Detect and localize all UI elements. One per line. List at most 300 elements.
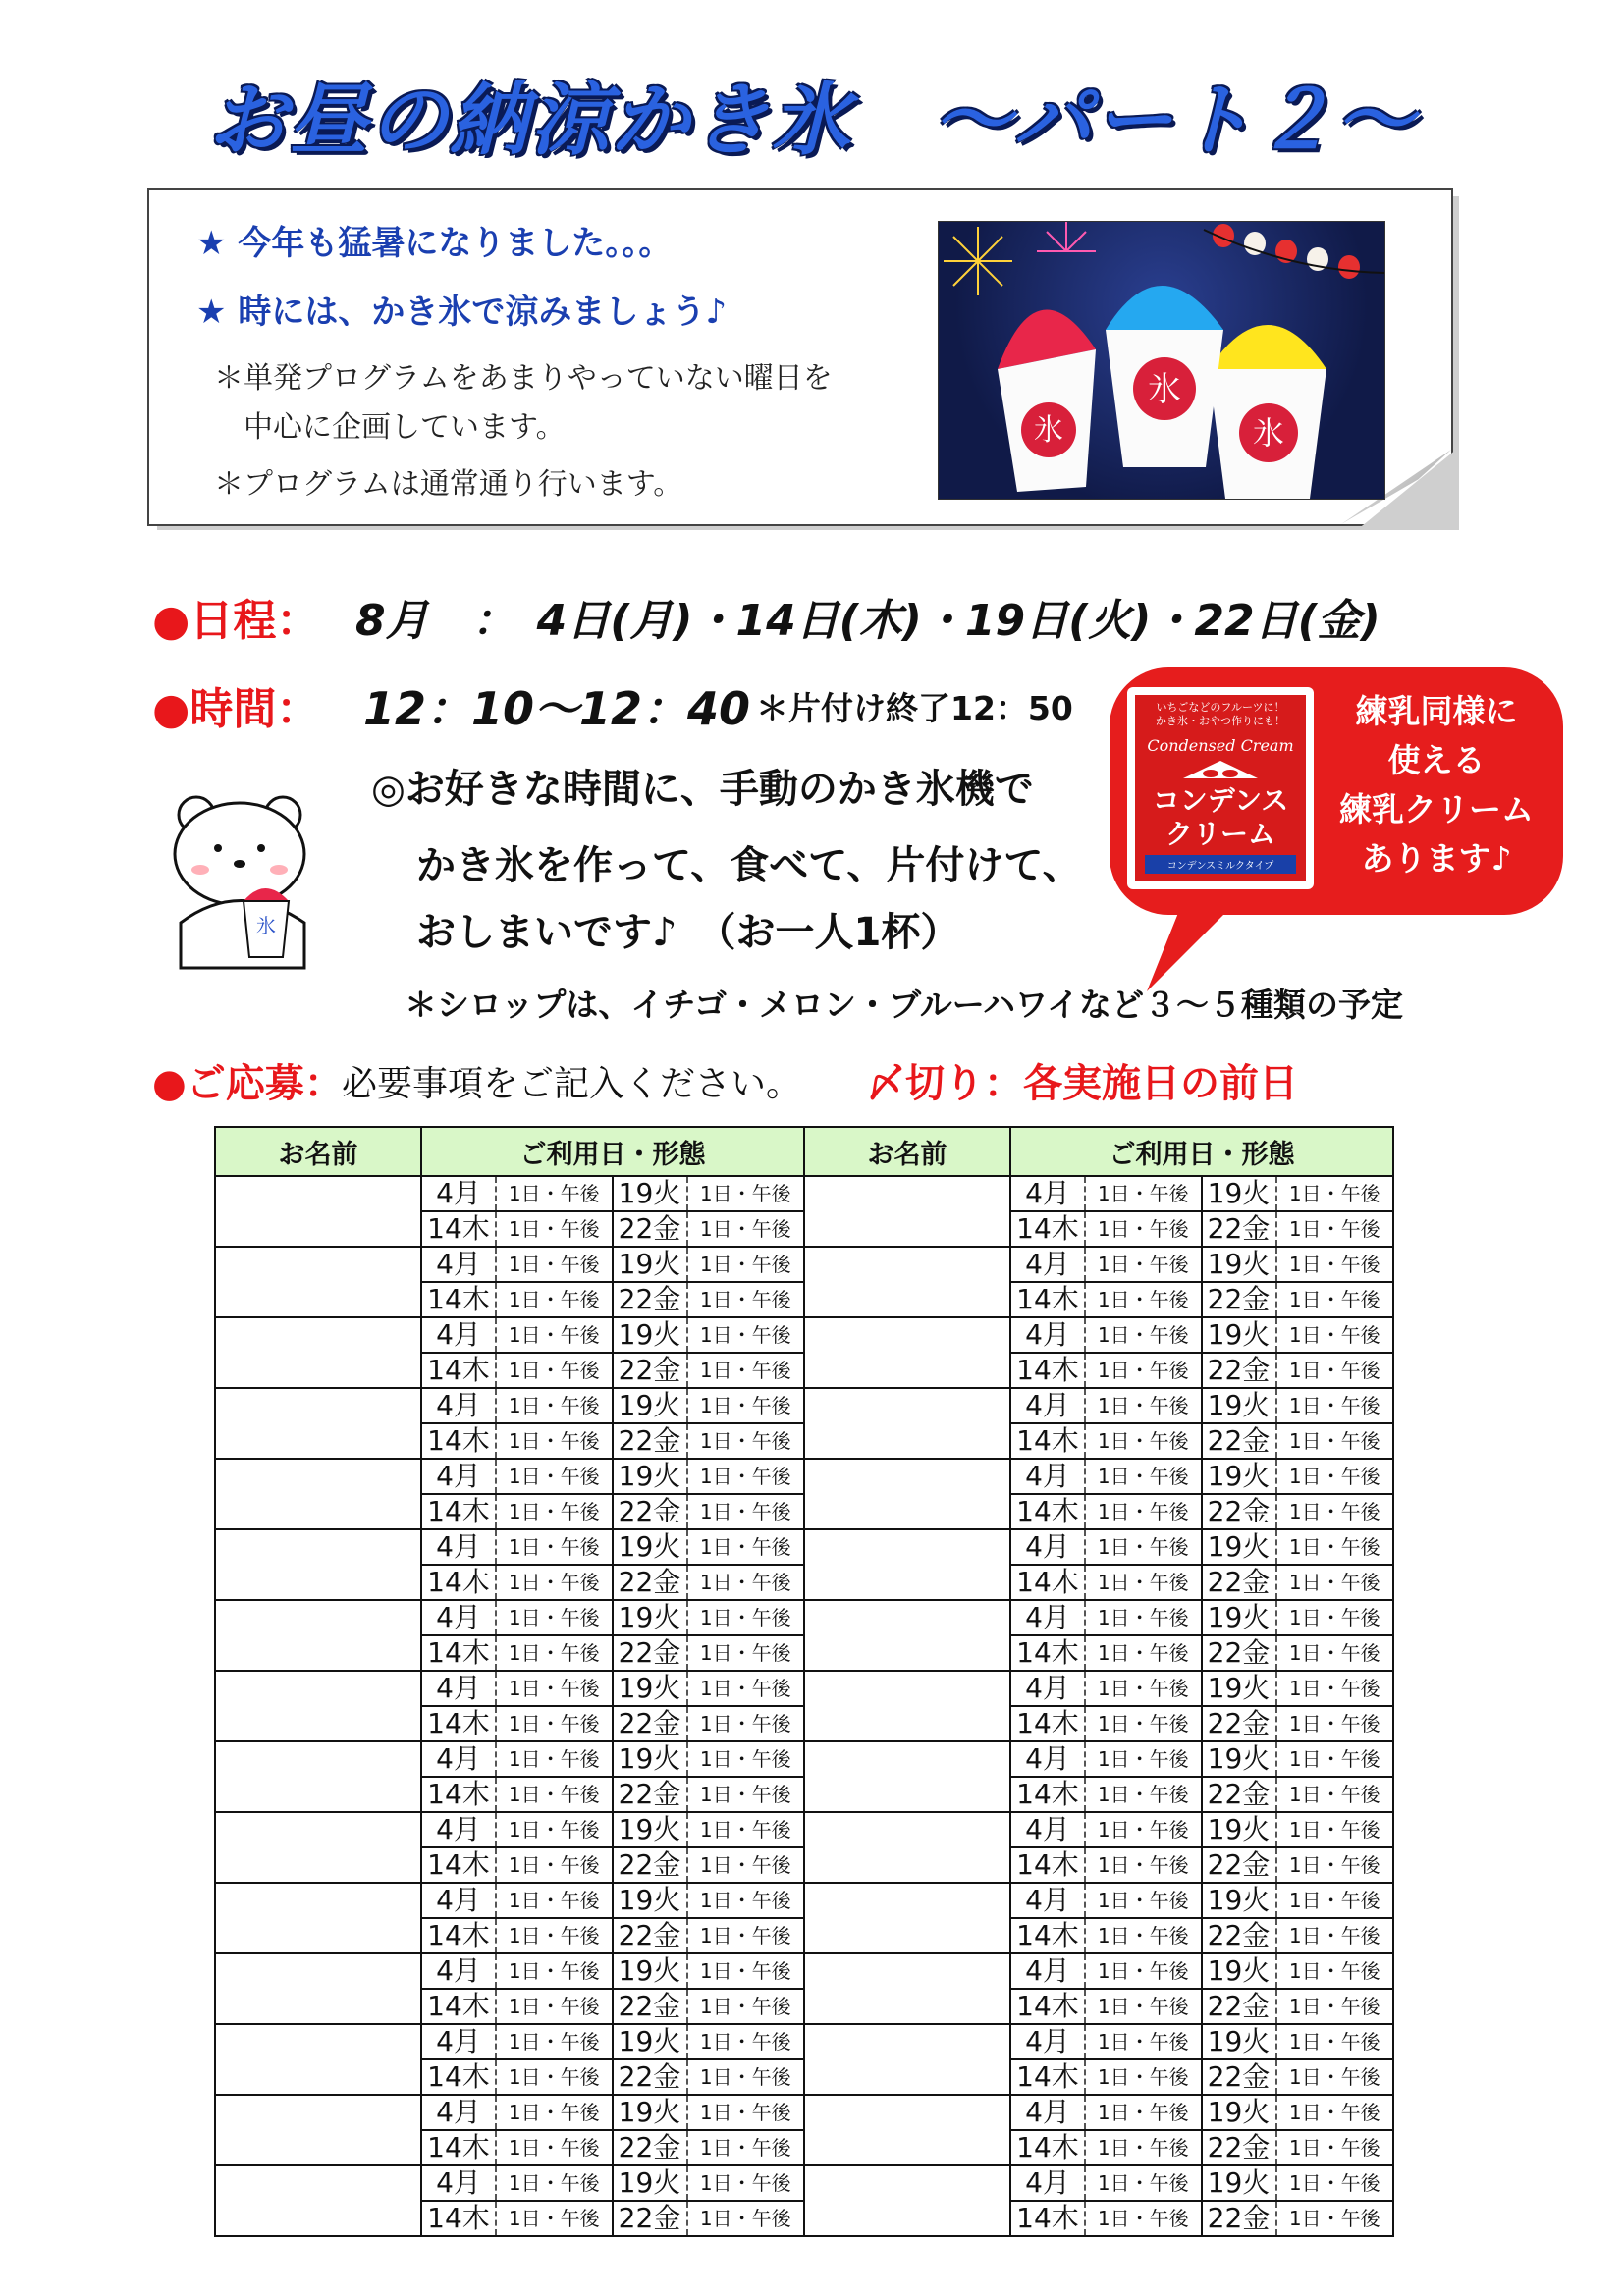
option-cell[interactable]: 1日・午後 (1097, 1677, 1189, 1700)
day-19-cell[interactable]: 19火 (1202, 1954, 1276, 1989)
name-field[interactable] (804, 1741, 1010, 1812)
option-cell[interactable]: 1日・午後 (1097, 1465, 1189, 1488)
name-field[interactable] (804, 1176, 1010, 1247)
option-cell[interactable]: 1日・午後 (699, 1677, 791, 1700)
option-cell[interactable]: 1日・午後 (1276, 1847, 1393, 1882)
table-row (215, 1671, 1393, 1741)
deadline: 〆切り：各実施日の前日 (866, 1061, 1298, 1106)
day-19-cell[interactable]: 19火 (613, 2025, 687, 2059)
option-cell[interactable]: 1日・午後 (1085, 1777, 1202, 1811)
milk-name-2: クリーム (1164, 818, 1275, 850)
day-22-cell[interactable]: 22金 (1202, 1353, 1276, 1387)
option-cell[interactable]: 1日・午後 (1276, 1211, 1393, 1246)
option-cell[interactable]: 1日・午後 (1085, 1989, 1202, 2023)
day-22-cell[interactable]: 22金 (613, 2201, 687, 2235)
option-cell[interactable]: 1日・午後 (687, 1211, 804, 1246)
day-22-cell[interactable]: 22金 (613, 1494, 687, 1528)
option-cell[interactable]: 1日・午後 (1097, 2171, 1189, 2195)
option-cell[interactable]: 1日・午後 (1276, 1565, 1393, 1599)
option-cell[interactable]: 1日・午後 (508, 1465, 600, 1488)
option-cell[interactable]: 1日・午後 (1097, 1959, 1189, 1983)
option-cell[interactable]: 1日・午後 (508, 1747, 600, 1771)
day-4-cell[interactable]: 4月 (422, 1954, 496, 1989)
day-22-cell[interactable]: 22金 (1202, 1211, 1276, 1246)
day-14-cell[interactable]: 14木 (422, 1635, 496, 1670)
day-14-cell[interactable]: 14木 (422, 1211, 496, 1246)
day-19-cell[interactable]: 19火 (613, 1672, 687, 1706)
day-14-cell[interactable]: 14木 (1011, 1989, 1085, 2023)
intro-note-1a: ＊単発プログラムをあまりやっていない曜日を (214, 361, 833, 396)
name-field[interactable] (215, 1953, 421, 2024)
day-22-cell[interactable]: 22金 (613, 1423, 687, 1458)
option-cell[interactable]: 1日・午後 (508, 1606, 600, 1629)
day-14-cell[interactable]: 14木 (422, 1706, 496, 1740)
day-19-cell[interactable]: 19火 (1202, 1248, 1276, 1282)
day-22-cell[interactable]: 22金 (613, 1353, 687, 1387)
option-cell[interactable]: 1日・午後 (1288, 1606, 1380, 1629)
day-14-cell[interactable]: 14木 (1011, 1706, 1085, 1740)
option-cell[interactable]: 1日・午後 (1085, 1565, 1202, 1599)
day-4-cell[interactable]: 4月 (422, 1601, 496, 1635)
table-row (215, 1953, 1393, 2024)
option-cell[interactable]: 1日・午後 (1097, 1182, 1189, 1205)
option-cell[interactable]: 1日・午後 (1276, 1706, 1393, 1740)
day-19-cell[interactable]: 19火 (613, 1318, 687, 1353)
day-22-cell[interactable]: 22金 (613, 1282, 687, 1316)
day-19-cell[interactable]: 19火 (613, 1248, 687, 1282)
day-22-cell[interactable]: 22金 (1202, 2059, 1276, 2094)
day-14-cell[interactable]: 14木 (1011, 1494, 1085, 1528)
option-cell[interactable]: 1日・午後 (687, 1423, 804, 1458)
intro-note-1b: 中心に企画しています。 (244, 410, 566, 445)
option-cell[interactable]: 1日・午後 (1097, 1889, 1189, 1912)
intro-star-2: ★ 時には、かき氷で涼みましょう♪ (196, 293, 728, 332)
name-field[interactable] (804, 1600, 1010, 1671)
option-cell[interactable]: 1日・午後 (687, 1565, 804, 1599)
option-cell[interactable]: 1日・午後 (699, 1465, 791, 1488)
option-cell[interactable]: 1日・午後 (699, 1818, 791, 1842)
day-4-cell[interactable]: 4月 (422, 2025, 496, 2059)
day-19-cell[interactable]: 19火 (1202, 2025, 1276, 2059)
day-14-cell[interactable]: 14木 (422, 1282, 496, 1316)
name-field[interactable] (804, 1317, 1010, 1388)
option-cell[interactable]: 1日・午後 (1288, 1677, 1380, 1700)
day-14-cell[interactable]: 14木 (422, 2059, 496, 2094)
option-cell[interactable]: 1日・午後 (1276, 1494, 1393, 1528)
option-cell[interactable]: 1日・午後 (496, 1282, 613, 1316)
day-4-cell[interactable]: 4月 (422, 1177, 496, 1211)
option-cell[interactable]: 1日・午後 (508, 1182, 600, 1205)
name-field[interactable] (215, 1317, 421, 1388)
name-field[interactable] (215, 1671, 421, 1741)
day-4-cell[interactable]: 4月 (422, 1672, 496, 1706)
option-cell[interactable]: 1日・午後 (687, 1706, 804, 1740)
option-cell[interactable]: 1日・午後 (699, 1323, 791, 1347)
option-cell[interactable]: 1日・午後 (1097, 1535, 1189, 1559)
day-4-cell[interactable]: 4月 (1011, 1389, 1085, 1423)
table-row (215, 1812, 1393, 1883)
name-field[interactable] (804, 1953, 1010, 2024)
option-cell[interactable]: 1日・午後 (508, 2030, 600, 2054)
name-field[interactable] (804, 1459, 1010, 1529)
option-cell[interactable]: 1日・午後 (496, 1423, 613, 1458)
day-14-cell[interactable]: 14木 (1011, 1635, 1085, 1670)
application-form-table (214, 1126, 1394, 2237)
date-selection (1010, 2095, 1393, 2165)
day-14-cell[interactable]: 14木 (422, 1989, 496, 2023)
option-cell[interactable]: 1日・午後 (1276, 1635, 1393, 1670)
day-4-cell[interactable]: 4月 (1011, 1954, 1085, 1989)
option-cell[interactable]: 1日・午後 (699, 2171, 791, 2195)
option-cell[interactable]: 1日・午後 (687, 1635, 804, 1670)
option-cell[interactable]: 1日・午後 (687, 1918, 804, 1952)
day-4-cell[interactable]: 4月 (1011, 1742, 1085, 1777)
option-cell[interactable]: 1日・午後 (1085, 1423, 1202, 1458)
day-22-cell[interactable]: 22金 (613, 1635, 687, 1670)
schedule-value: 8月 ： 4日(月)・14日(木)・19日(火)・22日(金) (355, 596, 1380, 646)
day-19-cell[interactable]: 19火 (613, 1530, 687, 1565)
option-cell[interactable]: 1日・午後 (687, 1989, 804, 2023)
option-cell[interactable]: 1日・午後 (496, 1494, 613, 1528)
name-field[interactable] (804, 1529, 1010, 1600)
day-22-cell[interactable]: 22金 (613, 1565, 687, 1599)
option-cell[interactable]: 1日・午後 (1288, 1182, 1380, 1205)
header-dates-1: ご利用日・形態 (421, 1127, 804, 1176)
option-cell[interactable]: 1日・午後 (1085, 2130, 1202, 2164)
photo-cup-label-2: 氷 (1148, 370, 1181, 409)
option-cell[interactable]: 1日・午後 (496, 2130, 613, 2164)
name-field[interactable] (215, 1388, 421, 1459)
option-cell[interactable]: 1日・午後 (699, 1182, 791, 1205)
option-cell[interactable]: 1日・午後 (699, 1535, 791, 1559)
option-cell[interactable]: 1日・午後 (496, 1211, 613, 1246)
day-19-cell[interactable]: 19火 (613, 1460, 687, 1494)
option-cell[interactable]: 1日・午後 (1085, 1282, 1202, 1316)
option-cell[interactable]: 1日・午後 (1276, 1282, 1393, 1316)
option-cell[interactable]: 1日・午後 (508, 2171, 600, 2195)
option-cell[interactable]: 1日・午後 (496, 1565, 613, 1599)
day-19-cell[interactable]: 19火 (1202, 1672, 1276, 1706)
option-cell[interactable]: 1日・午後 (496, 1989, 613, 2023)
option-cell[interactable]: 1日・午後 (496, 2201, 613, 2235)
option-cell[interactable]: 1日・午後 (496, 1847, 613, 1882)
option-cell[interactable]: 1日・午後 (1288, 1465, 1380, 1488)
option-cell[interactable]: 1日・午後 (1097, 1818, 1189, 1842)
day-14-cell[interactable]: 14木 (1011, 1353, 1085, 1387)
day-19-cell[interactable]: 19火 (1202, 1813, 1276, 1847)
day-22-cell[interactable]: 22金 (1202, 2130, 1276, 2164)
day-22-cell[interactable]: 22金 (1202, 1918, 1276, 1952)
day-19-cell[interactable]: 19火 (1202, 1601, 1276, 1635)
date-selection (1010, 2165, 1393, 2236)
day-14-cell[interactable]: 14木 (1011, 2201, 1085, 2235)
day-14-cell[interactable]: 14木 (422, 2130, 496, 2164)
option-cell[interactable]: 1日・午後 (1276, 1918, 1393, 1952)
day-14-cell[interactable]: 14木 (1011, 2059, 1085, 2094)
day-14-cell[interactable]: 14木 (422, 1918, 496, 1952)
day-22-cell[interactable]: 22金 (1202, 1706, 1276, 1740)
option-cell[interactable]: 1日・午後 (699, 1747, 791, 1771)
day-22-cell[interactable]: 22金 (1202, 1635, 1276, 1670)
name-field[interactable] (804, 2095, 1010, 2165)
date-selection (1010, 1529, 1393, 1600)
day-19-cell[interactable]: 19火 (1202, 1318, 1276, 1353)
day-4-cell[interactable]: 4月 (1011, 1177, 1085, 1211)
option-cell[interactable]: 1日・午後 (508, 1394, 600, 1417)
option-cell[interactable]: 1日・午後 (1085, 2201, 1202, 2235)
date-selection (1010, 1671, 1393, 1741)
day-14-cell[interactable]: 14木 (422, 2201, 496, 2235)
day-19-cell[interactable]: 19火 (613, 1601, 687, 1635)
name-field[interactable] (215, 1529, 421, 1600)
day-22-cell[interactable]: 22金 (1202, 1423, 1276, 1458)
option-cell[interactable]: 1日・午後 (508, 1818, 600, 1842)
day-19-cell[interactable]: 19火 (1202, 1884, 1276, 1918)
day-4-cell[interactable]: 4月 (422, 1813, 496, 1847)
option-cell[interactable]: 1日・午後 (1085, 1353, 1202, 1387)
day-22-cell[interactable]: 22金 (1202, 1494, 1276, 1528)
date-selection (421, 1529, 804, 1600)
day-19-cell[interactable]: 19火 (1202, 2166, 1276, 2201)
day-4-cell[interactable]: 4月 (422, 1460, 496, 1494)
day-4-cell[interactable]: 4月 (1011, 1672, 1085, 1706)
day-4-cell[interactable]: 4月 (422, 2096, 496, 2130)
date-selection (1010, 1600, 1393, 1671)
day-14-cell[interactable]: 14木 (1011, 1211, 1085, 1246)
day-22-cell[interactable]: 22金 (613, 1706, 687, 1740)
name-field[interactable] (215, 1176, 421, 1247)
option-cell[interactable]: 1日・午後 (496, 1706, 613, 1740)
name-field[interactable] (804, 2165, 1010, 2236)
day-4-cell[interactable]: 4月 (422, 1248, 496, 1282)
name-field[interactable] (215, 2024, 421, 2095)
day-4-cell[interactable]: 4月 (1011, 1318, 1085, 1353)
option-cell[interactable]: 1日・午後 (699, 1253, 791, 1276)
option-cell[interactable]: 1日・午後 (699, 1889, 791, 1912)
option-cell[interactable]: 1日・午後 (496, 1777, 613, 1811)
option-cell[interactable]: 1日・午後 (1276, 1777, 1393, 1811)
day-14-cell[interactable]: 14木 (422, 1565, 496, 1599)
option-cell[interactable]: 1日・午後 (687, 2059, 804, 2094)
option-cell[interactable]: 1日・午後 (687, 1777, 804, 1811)
day-19-cell[interactable]: 19火 (613, 1389, 687, 1423)
name-field[interactable] (215, 1247, 421, 1317)
bubble-line-3: 練乳クリーム (1339, 790, 1534, 828)
lanterns-icon (1204, 224, 1384, 279)
day-19-cell[interactable]: 19火 (613, 1742, 687, 1777)
option-cell[interactable]: 1日・午後 (508, 2101, 600, 2124)
day-14-cell[interactable]: 14木 (1011, 1565, 1085, 1599)
day-14-cell[interactable]: 14木 (422, 1777, 496, 1811)
day-22-cell[interactable]: 22金 (613, 1777, 687, 1811)
day-22-cell[interactable]: 22金 (613, 1989, 687, 2023)
day-22-cell[interactable]: 22金 (1202, 1282, 1276, 1316)
name-field[interactable] (215, 2165, 421, 2236)
day-14-cell[interactable]: 14木 (1011, 1918, 1085, 1952)
day-22-cell[interactable]: 22金 (1202, 1777, 1276, 1811)
date-selection (421, 1671, 804, 1741)
name-field[interactable] (215, 1459, 421, 1529)
option-cell[interactable]: 1日・午後 (1097, 1606, 1189, 1629)
option-cell[interactable]: 1日・午後 (1097, 1323, 1189, 1347)
option-cell[interactable]: 1日・午後 (699, 2030, 791, 2054)
day-14-cell[interactable]: 14木 (422, 1847, 496, 1882)
option-cell[interactable]: 1日・午後 (1288, 1394, 1380, 1417)
day-19-cell[interactable]: 19火 (1202, 2096, 1276, 2130)
option-cell[interactable]: 1日・午後 (687, 2201, 804, 2235)
option-cell[interactable]: 1日・午後 (1085, 1706, 1202, 1740)
day-19-cell[interactable]: 19火 (1202, 1530, 1276, 1565)
name-field[interactable] (215, 2095, 421, 2165)
day-22-cell[interactable]: 22金 (1202, 2201, 1276, 2235)
milk-tagline-2: かき氷・おやつ作りにも！ (1156, 715, 1285, 727)
date-selection (1010, 1953, 1393, 2024)
option-cell[interactable]: 1日・午後 (1288, 1535, 1380, 1559)
option-cell[interactable]: 1日・午後 (687, 2130, 804, 2164)
option-cell[interactable]: 1日・午後 (1097, 2101, 1189, 2124)
name-field[interactable] (215, 1741, 421, 1812)
day-22-cell[interactable]: 22金 (613, 1211, 687, 1246)
option-cell[interactable]: 1日・午後 (1288, 1747, 1380, 1771)
day-19-cell[interactable]: 19火 (1202, 1742, 1276, 1777)
option-cell[interactable]: 1日・午後 (1097, 2030, 1189, 2054)
option-cell[interactable]: 1日・午後 (1288, 1818, 1380, 1842)
table-row (215, 1529, 1393, 1600)
option-cell[interactable]: 1日・午後 (1276, 2130, 1393, 2164)
day-14-cell[interactable]: 14木 (1011, 1282, 1085, 1316)
day-19-cell[interactable]: 19火 (1202, 1460, 1276, 1494)
option-cell[interactable]: 1日・午後 (1097, 1394, 1189, 1417)
day-4-cell[interactable]: 4月 (1011, 1884, 1085, 1918)
day-22-cell[interactable]: 22金 (1202, 1847, 1276, 1882)
option-cell[interactable]: 1日・午後 (1288, 1253, 1380, 1276)
option-cell[interactable]: 1日・午後 (496, 1635, 613, 1670)
day-4-cell[interactable]: 4月 (422, 1884, 496, 1918)
day-19-cell[interactable]: 19火 (613, 1884, 687, 1918)
option-cell[interactable]: 1日・午後 (496, 2059, 613, 2094)
name-field[interactable] (804, 1388, 1010, 1459)
name-field[interactable] (215, 1600, 421, 1671)
name-field[interactable] (804, 1671, 1010, 1741)
day-19-cell[interactable]: 19火 (613, 2166, 687, 2201)
day-14-cell[interactable]: 14木 (1011, 1423, 1085, 1458)
option-cell[interactable]: 1日・午後 (508, 1889, 600, 1912)
name-field[interactable] (804, 1883, 1010, 1953)
option-cell[interactable]: 1日・午後 (1097, 1253, 1189, 1276)
date-selection (1010, 1741, 1393, 1812)
option-cell[interactable]: 1日・午後 (687, 1847, 804, 1882)
day-19-cell[interactable]: 19火 (1202, 1389, 1276, 1423)
option-cell[interactable]: 1日・午後 (1276, 1423, 1393, 1458)
page-title: お昼の納涼かき氷 ～パート２～ (208, 75, 1416, 166)
day-4-cell[interactable]: 4月 (422, 1389, 496, 1423)
day-4-cell[interactable]: 4月 (1011, 2096, 1085, 2130)
option-cell[interactable]: 1日・午後 (687, 1353, 804, 1387)
day-22-cell[interactable]: 22金 (613, 2130, 687, 2164)
day-22-cell[interactable]: 22金 (613, 2059, 687, 2094)
table-row (215, 1388, 1393, 1459)
day-14-cell[interactable]: 14木 (1011, 1777, 1085, 1811)
option-cell[interactable]: 1日・午後 (508, 1535, 600, 1559)
name-field[interactable] (804, 2024, 1010, 2095)
day-4-cell[interactable]: 4月 (1011, 1460, 1085, 1494)
day-4-cell[interactable]: 4月 (1011, 1813, 1085, 1847)
option-cell[interactable]: 1日・午後 (508, 1253, 600, 1276)
option-cell[interactable]: 1日・午後 (1085, 1211, 1202, 1246)
option-cell[interactable]: 1日・午後 (1276, 2201, 1393, 2235)
day-14-cell[interactable]: 14木 (422, 1423, 496, 1458)
day-14-cell[interactable]: 14木 (1011, 2130, 1085, 2164)
day-4-cell[interactable]: 4月 (1011, 1601, 1085, 1635)
day-4-cell[interactable]: 4月 (1011, 1530, 1085, 1565)
date-selection (1010, 1812, 1393, 1883)
day-4-cell[interactable]: 4月 (422, 1318, 496, 1353)
option-cell[interactable]: 1日・午後 (508, 1959, 600, 1983)
option-cell[interactable]: 1日・午後 (699, 1394, 791, 1417)
option-cell[interactable]: 1日・午後 (699, 1606, 791, 1629)
option-cell[interactable]: 1日・午後 (1288, 1889, 1380, 1912)
option-cell[interactable]: 1日・午後 (687, 1282, 804, 1316)
day-4-cell[interactable]: 4月 (422, 2166, 496, 2201)
day-4-cell[interactable]: 4月 (1011, 2166, 1085, 2201)
option-cell[interactable]: 1日・午後 (496, 1918, 613, 1952)
option-cell[interactable]: 1日・午後 (508, 1323, 600, 1347)
name-field[interactable] (804, 1247, 1010, 1317)
day-19-cell[interactable]: 19火 (613, 1177, 687, 1211)
option-cell[interactable]: 1日・午後 (1085, 1847, 1202, 1882)
day-4-cell[interactable]: 4月 (422, 1742, 496, 1777)
day-4-cell[interactable]: 4月 (1011, 1248, 1085, 1282)
option-cell[interactable]: 1日・午後 (1288, 2101, 1380, 2124)
day-4-cell[interactable]: 4月 (1011, 2025, 1085, 2059)
day-22-cell[interactable]: 22金 (1202, 1989, 1276, 2023)
option-cell[interactable]: 1日・午後 (699, 1959, 791, 1983)
option-cell[interactable]: 1日・午後 (1276, 1989, 1393, 2023)
day-19-cell[interactable]: 19火 (613, 1954, 687, 1989)
name-field[interactable] (804, 1812, 1010, 1883)
table-row (215, 1600, 1393, 1671)
name-field[interactable] (215, 1883, 421, 1953)
day-19-cell[interactable]: 19火 (613, 1813, 687, 1847)
option-cell[interactable]: 1日・午後 (1085, 1635, 1202, 1670)
option-cell[interactable]: 1日・午後 (1276, 1353, 1393, 1387)
day-4-cell[interactable]: 4月 (422, 1530, 496, 1565)
day-14-cell[interactable]: 14木 (422, 1353, 496, 1387)
option-cell[interactable]: 1日・午後 (699, 2101, 791, 2124)
day-14-cell[interactable]: 14木 (1011, 1847, 1085, 1882)
name-field[interactable] (215, 1812, 421, 1883)
option-cell[interactable]: 1日・午後 (1288, 1323, 1380, 1347)
option-cell[interactable]: 1日・午後 (496, 1353, 613, 1387)
option-cell[interactable]: 1日・午後 (508, 1677, 600, 1700)
day-14-cell[interactable]: 14木 (422, 1494, 496, 1528)
day-19-cell[interactable]: 19火 (1202, 1177, 1276, 1211)
option-cell[interactable]: 1日・午後 (687, 1494, 804, 1528)
option-cell[interactable]: 1日・午後 (1288, 2030, 1380, 2054)
day-22-cell[interactable]: 22金 (1202, 1565, 1276, 1599)
date-selection (421, 1600, 804, 1671)
option-cell[interactable]: 1日・午後 (1085, 2059, 1202, 2094)
day-22-cell[interactable]: 22金 (613, 1918, 687, 1952)
day-22-cell[interactable]: 22金 (613, 1847, 687, 1882)
option-cell[interactable]: 1日・午後 (1085, 1918, 1202, 1952)
option-cell[interactable]: 1日・午後 (1276, 2059, 1393, 2094)
day-19-cell[interactable]: 19火 (613, 2096, 687, 2130)
option-cell[interactable]: 1日・午後 (1288, 2171, 1380, 2195)
option-cell[interactable]: 1日・午後 (1288, 1959, 1380, 1983)
option-cell[interactable]: 1日・午後 (1097, 1747, 1189, 1771)
option-cell[interactable]: 1日・午後 (1085, 1494, 1202, 1528)
